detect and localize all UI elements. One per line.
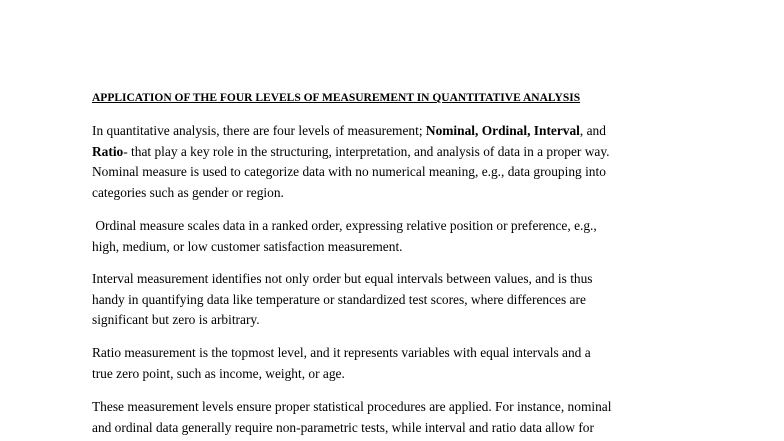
paragraph-line: [92, 142, 702, 163]
paragraph-line: Interval measurement identifies not only order but equal intervals between values, and is thus: [92, 271, 593, 286]
document-title: APPLICATION OF THE FOUR LEVELS OF MEASUREMENT IN QUANTITATIVE ANALYSIS: [92, 92, 581, 104]
paragraph-ratio: [92, 343, 702, 384]
paragraph-line: Nominal measure is used to categorize data with no numerical meaning, e.g., data grouping into: [92, 164, 606, 180]
paragraph-line: handy in quantifying data like temperature or standardized test scores, where differences are: [92, 291, 586, 307]
paragraph-line: categories such as gender or region.: [92, 184, 284, 200]
paragraph-line: These measurement levels ensure proper statistical procedures are applied. For instance, nominal: [92, 399, 612, 414]
text-run: - that play a key role in the structuring, interpretation, and analysis of data in a proper way.: [123, 143, 610, 159]
paragraph-line: significant but zero is arbitrary.: [92, 312, 260, 328]
paragraph-ordinal: [92, 216, 702, 257]
text-run: , and: [579, 123, 606, 138]
bold-text-run: Ratio: [92, 143, 124, 159]
paragraph-line: true zero point, such as income, weight, or age.: [92, 365, 345, 381]
bold-text-run: Nominal, Ordinal, Interval: [425, 123, 580, 138]
paragraph-statistical-procedures: [92, 397, 702, 438]
paragraph-line: Ratio measurement is the topmost level, and it represents variables with equal intervals and a: [92, 345, 591, 360]
paragraph-interval: [92, 269, 702, 331]
paragraph-line: Ordinal measure scales data in a ranked order, expressing relative position or preference, e.g.,: [92, 218, 597, 233]
paragraph-levels-intro: [92, 121, 702, 203]
paragraph-line: high, medium, or low customer satisfaction measurement.: [92, 238, 403, 254]
text-run: In quantitative analysis, there are four levels of measurement;: [92, 123, 426, 138]
paragraph-line: and ordinal data generally require non-parametric tests, while interval and ratio data allow for: [92, 419, 594, 435]
paragraph-line: [92, 121, 702, 142]
